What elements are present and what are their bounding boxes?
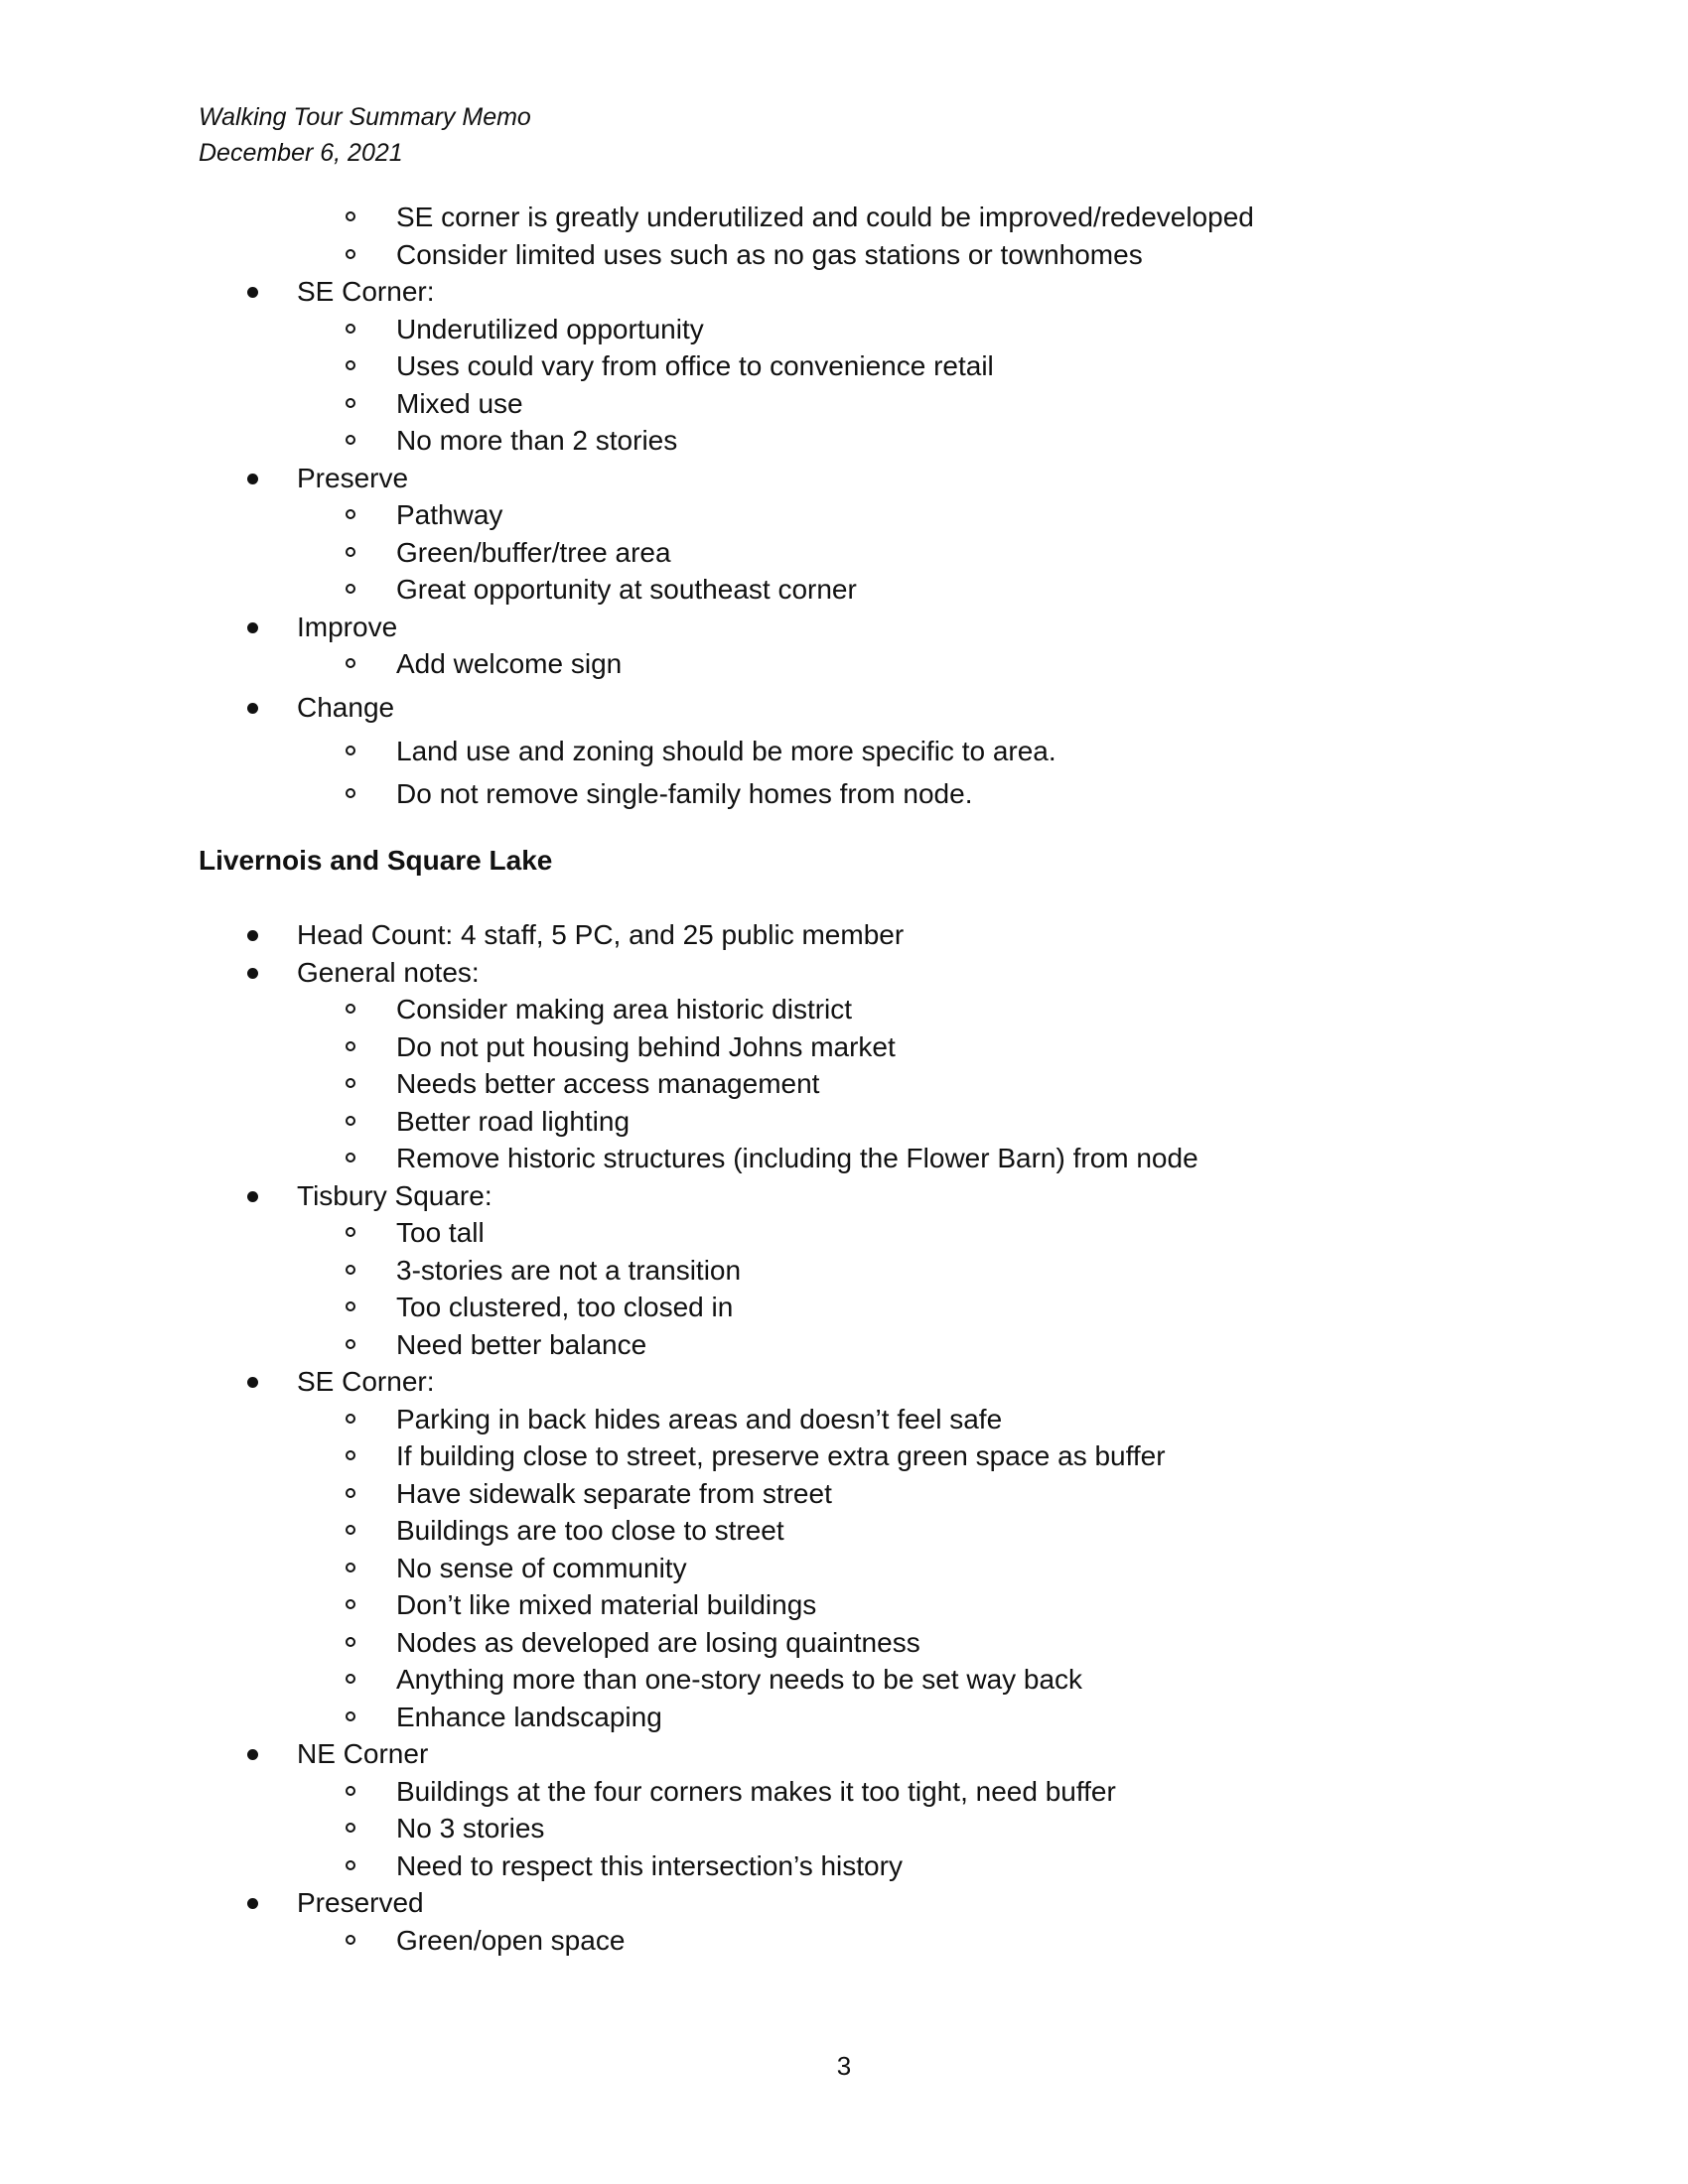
list-item: Consider making area historic district xyxy=(199,991,1509,1028)
hollow-bullet-icon xyxy=(346,1339,355,1349)
list-item: Uses could vary from office to convenience retail xyxy=(199,347,1509,385)
list-item: Better road lighting xyxy=(199,1103,1509,1141)
hollow-bullet-icon xyxy=(346,1563,355,1572)
list-item: Nodes as developed are losing quaintness xyxy=(199,1624,1509,1662)
list-item: Preserve xyxy=(199,460,1509,497)
list-item: NE Corner xyxy=(199,1735,1509,1773)
list-item: Do not remove single-family homes from node. xyxy=(199,775,1509,813)
list-item: Buildings are too close to street xyxy=(199,1512,1509,1550)
list-item: Needs better access management xyxy=(199,1065,1509,1103)
list-item: No more than 2 stories xyxy=(199,422,1509,460)
hollow-bullet-icon xyxy=(346,1711,355,1721)
hollow-bullet-icon xyxy=(346,1860,355,1870)
hollow-bullet-icon xyxy=(346,1227,355,1237)
list-item: Don’t like mixed material buildings xyxy=(199,1586,1509,1624)
list-item: Remove historic structures (including the Flower Barn) from node xyxy=(199,1140,1509,1177)
list-item: Change xyxy=(199,689,1509,727)
hollow-bullet-icon xyxy=(346,1116,355,1126)
bullet-icon xyxy=(247,1377,258,1388)
hollow-bullet-icon xyxy=(346,324,355,334)
list-item: 3-stories are not a transition xyxy=(199,1252,1509,1290)
hollow-bullet-icon xyxy=(346,788,355,798)
list-item: Too clustered, too closed in xyxy=(199,1289,1509,1326)
list-item: Preserved xyxy=(199,1884,1509,1922)
hollow-bullet-icon xyxy=(346,1488,355,1498)
bullet-icon xyxy=(247,703,258,714)
section2-list xyxy=(199,916,1509,1959)
list-item: No 3 stories xyxy=(199,1810,1509,1847)
bullet-icon xyxy=(247,968,258,979)
list-item: Head Count: 4 staff, 5 PC, and 25 public member xyxy=(199,916,1509,954)
hollow-bullet-icon xyxy=(346,1450,355,1460)
hollow-bullet-icon xyxy=(346,1153,355,1162)
hollow-bullet-icon xyxy=(346,746,355,755)
list-item: Do not put housing behind Johns market xyxy=(199,1028,1509,1066)
list-item: If building close to street, preserve extra green space as buffer xyxy=(199,1437,1509,1475)
list-item: Land use and zoning should be more specific to area. xyxy=(199,733,1509,770)
list-item: Have sidewalk separate from street xyxy=(199,1475,1509,1513)
list-item: Green/open space xyxy=(199,1922,1509,1960)
list-item: Tisbury Square: xyxy=(199,1177,1509,1215)
hollow-bullet-icon xyxy=(346,509,355,519)
list-item: Mixed use xyxy=(199,385,1509,423)
memo-date: December 6, 2021 xyxy=(199,139,403,167)
list-item: Consider limited uses such as no gas stations or townhomes xyxy=(199,236,1509,274)
hollow-bullet-icon xyxy=(346,398,355,408)
bullet-icon xyxy=(247,287,258,298)
hollow-bullet-icon xyxy=(346,1525,355,1535)
hollow-bullet-icon xyxy=(346,1078,355,1088)
list-item: Underutilized opportunity xyxy=(199,311,1509,348)
hollow-bullet-icon xyxy=(346,249,355,259)
list-item: Great opportunity at southeast corner xyxy=(199,571,1509,609)
list-item: No sense of community xyxy=(199,1550,1509,1587)
hollow-bullet-icon xyxy=(346,1004,355,1014)
list-item: General notes: xyxy=(199,954,1509,992)
list-item: Parking in back hides areas and doesn’t feel safe xyxy=(199,1401,1509,1438)
list-item: Too tall xyxy=(199,1214,1509,1252)
hollow-bullet-icon xyxy=(346,1414,355,1424)
list-item: Enhance landscaping xyxy=(199,1699,1509,1736)
bullet-icon xyxy=(247,1191,258,1202)
bullet-icon xyxy=(247,1749,258,1760)
list-item: SE Corner: xyxy=(199,273,1509,311)
hollow-bullet-icon xyxy=(346,1823,355,1833)
list-item: Pathway xyxy=(199,496,1509,534)
bullet-icon xyxy=(247,930,258,941)
hollow-bullet-icon xyxy=(346,1674,355,1684)
list-item: SE Corner: xyxy=(199,1363,1509,1401)
hollow-bullet-icon xyxy=(346,360,355,370)
hollow-bullet-icon xyxy=(346,1599,355,1609)
bullet-icon xyxy=(247,622,258,633)
list-item: Add welcome sign xyxy=(199,645,1509,683)
list-item: Anything more than one-story needs to be set way back xyxy=(199,1661,1509,1699)
memo-body xyxy=(199,199,1509,1959)
hollow-bullet-icon xyxy=(346,1301,355,1311)
section-heading: Livernois and Square Lake xyxy=(199,845,553,876)
memo-header xyxy=(199,99,531,171)
hollow-bullet-icon xyxy=(346,584,355,594)
list-item: SE corner is greatly underutilized and could be improved/redeveloped xyxy=(199,199,1509,236)
hollow-bullet-icon xyxy=(346,1786,355,1796)
hollow-bullet-icon xyxy=(346,658,355,668)
list-item: Green/buffer/tree area xyxy=(199,534,1509,572)
hollow-bullet-icon xyxy=(346,1041,355,1051)
hollow-bullet-icon xyxy=(346,435,355,445)
list-item: Need to respect this intersection’s history xyxy=(199,1847,1509,1885)
hollow-bullet-icon xyxy=(346,1935,355,1945)
hollow-bullet-icon xyxy=(346,547,355,557)
block1-list xyxy=(199,199,1509,812)
hollow-bullet-icon xyxy=(346,211,355,221)
list-item: Improve xyxy=(199,609,1509,646)
hollow-bullet-icon xyxy=(346,1265,355,1275)
page-number: 3 xyxy=(836,2051,852,2081)
bullet-icon xyxy=(247,1898,258,1909)
memo-title: Walking Tour Summary Memo xyxy=(199,103,531,131)
bullet-icon xyxy=(247,474,258,484)
list-item: Buildings at the four corners makes it too tight, need buffer xyxy=(199,1773,1509,1811)
list-item: Need better balance xyxy=(199,1326,1509,1364)
hollow-bullet-icon xyxy=(346,1637,355,1647)
